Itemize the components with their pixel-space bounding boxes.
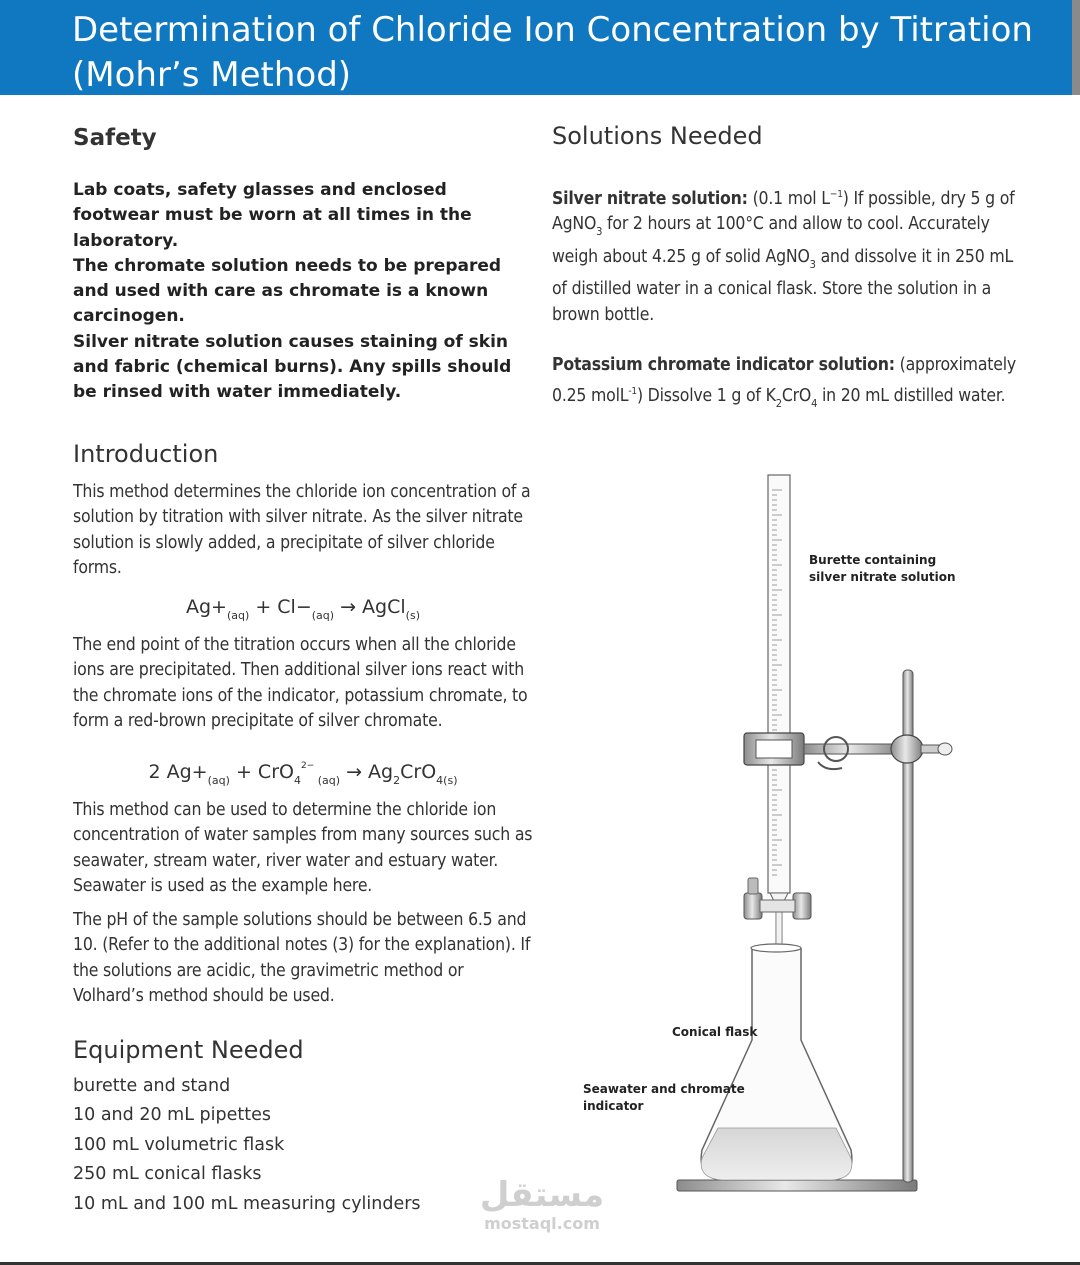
intro-paragraph-2: The end point of the titration occurs when all the chloride ions are precipitated. Then additional silver ions react with the chromate ions of the indicator, potassium chromate, to form a red-brown precipitate of silver chromate. — [73, 634, 528, 732]
eq2-sub: 2 — [393, 773, 401, 787]
equipment-heading: Equipment Needed — [73, 1035, 304, 1064]
chromate-label: Potassium chromate indicator solution: — [552, 355, 895, 376]
eq2-sub: 4 — [293, 773, 301, 787]
text-run: ) Dissolve 1 g of K — [636, 385, 776, 406]
list-item: burette and stand — [73, 1075, 231, 1096]
eq2-sub: (aq) — [314, 773, 341, 787]
text-run: CrO — [781, 385, 812, 406]
text-sub: 2 — [775, 396, 782, 410]
title-line-1: Determination of Chloride Ion Concentration by Titration — [72, 10, 1033, 50]
eq2-product: → Ag — [340, 760, 394, 783]
list-item: 10 mL and 100 mL measuring cylinders — [73, 1193, 421, 1214]
safety-heading: Safety — [73, 125, 157, 151]
text-run: for 2 hours at 100°C and allow to cool. Accurately weigh about 4.25 g of solid AgNO — [552, 214, 990, 267]
safety-paragraph: The chromate solution needs to be prepared and used with care as chromate is a known carcinogen. — [73, 255, 502, 327]
eq1-term: Ag+ — [185, 595, 227, 618]
flask-label — [672, 1024, 757, 1041]
title-line-2: (Mohr’s Method) — [72, 55, 352, 95]
list-item: 10 and 20 mL pipettes — [73, 1105, 271, 1126]
text-run: (approximately 0.25 molL — [552, 355, 1017, 406]
safety-paragraph: Lab coats, safety glasses and enclosed footwear must be worn at all times in the laboratory. — [73, 180, 472, 251]
eq1-sub: (s) — [405, 608, 420, 622]
list-item: 250 mL conical flasks — [73, 1164, 262, 1185]
intro-paragraph-4: The pH of the sample solutions should be between 6.5 and 10. (Refer to the additional notes (3) for the explanation). If the solutions are acidic, the gravimetric method or Volhard’s method should be used. — [73, 909, 531, 1007]
label-line: silver nitrate solution — [809, 570, 956, 584]
mostaql-watermark — [472, 1175, 612, 1233]
sample-label — [583, 1081, 745, 1115]
eq2-sub: 4(s) — [436, 773, 458, 787]
text-run: (0.1 mol L — [747, 188, 830, 209]
text-run: in 20 mL distilled water. — [817, 385, 1006, 406]
burette-label — [809, 552, 956, 586]
text-sub: 3 — [596, 225, 603, 239]
eq2-term: 2 Ag+ — [148, 760, 208, 783]
eq2-term: + CrO — [229, 760, 294, 783]
text-sub: 4 — [811, 396, 818, 410]
conical-flask — [701, 944, 852, 1180]
eq1-product: → AgCl — [334, 595, 406, 618]
intro-paragraph-1: This method determines the chloride ion concentration of a solution by titration with silver nitrate. As the silver nitrate solution is slowly added, a precipitate of silver chloride forms. — [73, 481, 531, 579]
list-item: 100 mL volumetric flask — [73, 1134, 285, 1155]
silver-nitrate-label: Silver nitrate solution: — [552, 188, 748, 209]
text-run: and dissolve it in 250 mL of distilled water in a conical flask. Store the solution in a brown bottle. — [552, 246, 1014, 325]
text-run: ) If possible, dry 5 g of AgNO — [552, 188, 1015, 235]
eq2-sub: (aq) — [207, 773, 230, 787]
eq2-sup: 2− — [300, 760, 315, 771]
stand-base — [677, 1180, 917, 1191]
eq2-product: CrO — [400, 760, 437, 783]
text-sup: -1 — [628, 385, 637, 397]
eq1-term: + Cl− — [249, 595, 312, 618]
label-line: indicator — [583, 1099, 644, 1113]
intro-paragraph-3: This method can be used to determine the chloride ion concentration of water samples from many sources such as seawater, stream water, river water and estuary water. Seawater is used as the example here. — [73, 799, 533, 897]
safety-paragraph: Silver nitrate solution causes staining of skin and fabric (chemical burns). Any spills should be rinsed with water immediately. — [73, 331, 512, 403]
watermark-latin: mostaql.com — [484, 1214, 600, 1233]
label-line: Conical flask — [672, 1025, 758, 1039]
label-line: Seawater and chromate — [583, 1082, 745, 1096]
eq1-sub: (aq) — [311, 608, 335, 622]
label-line: Burette containing — [809, 553, 937, 567]
text-sub: 3 — [809, 257, 816, 271]
solutions-heading: Solutions Needed — [552, 122, 763, 150]
introduction-heading: Introduction — [73, 439, 219, 468]
text-sup: −1 — [829, 189, 843, 200]
burette-clamp — [744, 733, 952, 769]
eq1-sub: (aq) — [226, 608, 250, 622]
watermark-arabic: مستقل — [479, 1175, 605, 1215]
